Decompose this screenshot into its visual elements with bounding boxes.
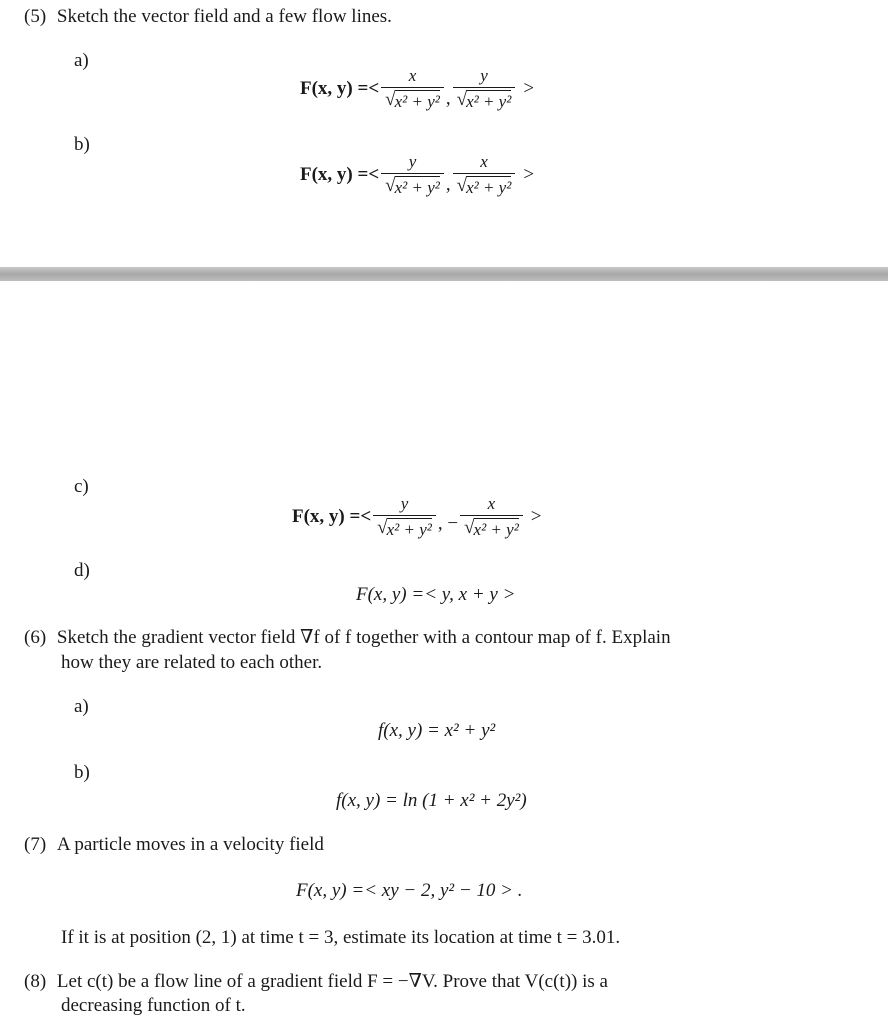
fraction-5a-first	[381, 66, 444, 112]
formula-6b: f(x, y) = ln (1 + x² + 2y²)	[336, 790, 527, 811]
fraction-5a-second	[453, 66, 516, 112]
sqrt-symbol: √	[385, 175, 396, 196]
denominator: x² + y²	[466, 178, 512, 197]
problem-8-number: (8)	[24, 971, 47, 992]
formula-5a-lhs: F(x, y) =<	[300, 78, 380, 99]
numerator: x	[408, 66, 417, 85]
denominator: x² + y²	[386, 520, 432, 539]
sqrt-symbol: √	[456, 89, 468, 110]
sqrt-symbol: √	[456, 175, 468, 196]
page-divider	[0, 267, 888, 281]
formula-5b	[300, 152, 534, 198]
denominator: x² + y²	[466, 92, 512, 111]
formula-5a	[300, 66, 534, 112]
part-5b-label: b)	[74, 134, 90, 155]
sqrt-symbol: √	[464, 517, 475, 538]
problem-5-prompt: Sketch the vector field and a few flow lines.	[56, 6, 392, 27]
problem-6-statement	[24, 626, 671, 649]
problem-7-statement	[24, 834, 324, 856]
problem-7-prompt: A particle moves in a velocity field	[56, 834, 324, 855]
part-5c-label: c)	[74, 476, 89, 497]
part-5a-label: a)	[74, 50, 89, 71]
fraction-5c-first	[373, 494, 436, 540]
problem-7-number: (7)	[24, 834, 47, 855]
problem-8-line1: Let c(t) be a flow line of a gradient field F = −∇V. Prove that V(c(t)) is a	[56, 971, 608, 992]
numerator: x	[487, 494, 496, 513]
problem-8-statement	[24, 970, 608, 993]
problem-6-prompt-line1: Sketch the gradient vector field ∇f of f together with a contour map of f. Explain	[56, 627, 671, 648]
numerator: y	[400, 494, 409, 513]
separator: ,	[445, 174, 451, 195]
separator: ,	[445, 88, 451, 109]
formula-6a: f(x, y) = x² + y²	[378, 720, 496, 741]
formula-5b-lhs: F(x, y) =<	[300, 164, 380, 185]
part-6b-label: b)	[74, 762, 90, 783]
fraction-5b-second	[453, 152, 516, 198]
part-6a-label: a)	[74, 696, 89, 717]
numerator: y	[408, 152, 417, 171]
fraction-5c-second	[460, 494, 523, 540]
sqrt-symbol: √	[385, 89, 396, 110]
problem-5-number: (5)	[24, 6, 47, 27]
formula-5c	[292, 494, 542, 540]
formula-5c-lhs: F(x, y) =<	[292, 506, 372, 527]
formula-5d	[356, 584, 515, 606]
close-bracket: >	[523, 164, 535, 185]
close-bracket: >	[530, 506, 542, 527]
numerator: x	[480, 152, 488, 171]
problem-6-number: (6)	[24, 627, 47, 648]
problem-7-question: If it is at position (2, 1) at time t = 3, estimate its location at time t = 3.01.	[61, 927, 621, 948]
denominator: x² + y²	[394, 92, 440, 111]
sqrt-symbol: √	[377, 517, 388, 538]
problem-8-line2: decreasing function of t.	[61, 995, 246, 1016]
denominator: x² + y²	[473, 520, 519, 539]
close-bracket: >	[523, 78, 535, 99]
fraction-5b-first	[381, 152, 444, 198]
part-5d-label: d)	[74, 560, 90, 581]
formula-5d-text: F(x, y) =< y, x + y >	[356, 584, 516, 605]
problem-5-statement	[24, 6, 392, 28]
separator: , −	[437, 513, 459, 534]
numerator: y	[480, 66, 488, 85]
formula-7: F(x, y) =< xy − 2, y² − 10 > .	[296, 880, 523, 901]
problem-6-prompt-line2: how they are related to each other.	[61, 652, 323, 673]
denominator: x² + y²	[394, 178, 440, 197]
